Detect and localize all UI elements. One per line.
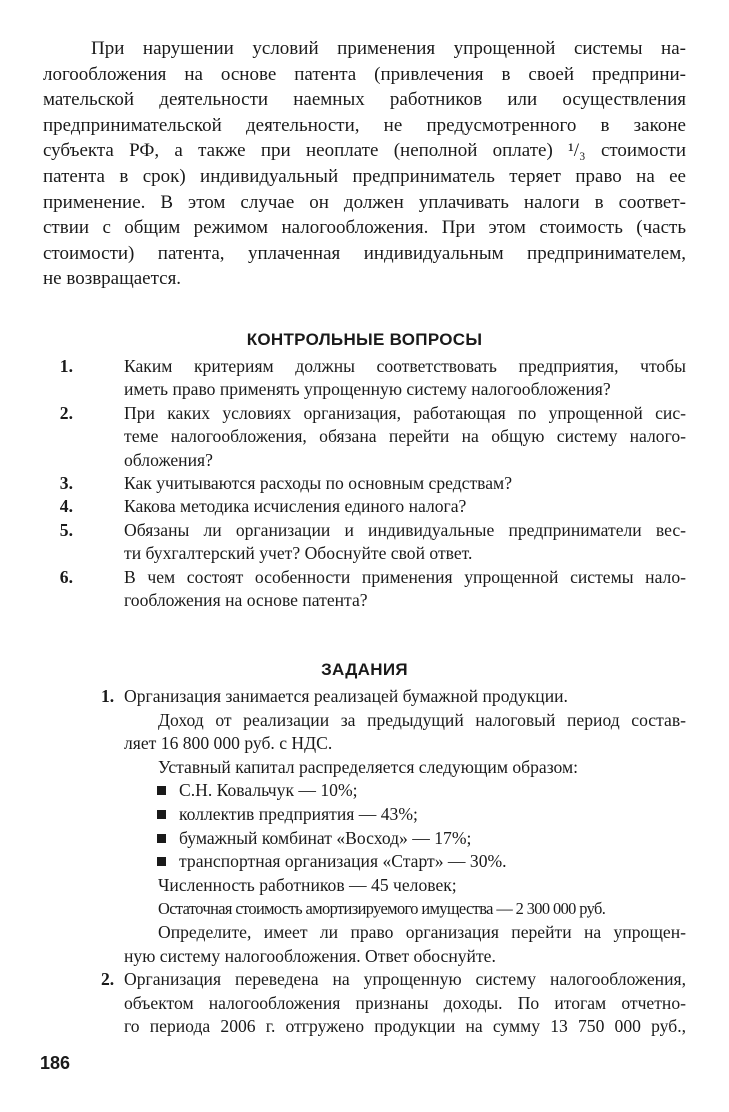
task-line: Уставный капитал распределяется следующим образом: (158, 756, 579, 777)
intro-line: мательской деятельности наемных работников или осуществления (43, 89, 686, 111)
question-line: иметь право применять упрощенную систему налогообложения? (124, 379, 611, 400)
intro-line: ствии с общим режимом налогообложения. При этом стоимость (часть (43, 217, 686, 239)
intro-line: При нарушении условий применения упрощенной системы на- (91, 38, 686, 59)
question-number: 3. (59, 473, 73, 494)
task-number: 1. (101, 686, 115, 706)
task-line: ную систему налогообложения. Ответ обоснуйте. (124, 945, 496, 966)
task-line: го периода 2006 г. отгружено продукции на сумму 13 750 000 руб., (124, 1016, 686, 1037)
question-line: Как учитываются расходы по основным средствам? (124, 473, 512, 494)
question-item (43, 355, 686, 402)
intro-line: не возвращается. (43, 268, 182, 290)
question-line: Каким критериям должны соответствовать предприятия, чтобы (124, 356, 686, 376)
questions-heading: КОНТРОЛЬНЫЕ ВОПРОСЫ (246, 330, 483, 349)
tasks-list (43, 685, 686, 1039)
task-item (43, 685, 686, 968)
bullet-item: С.Н. Ковальчук — 10%; (43, 779, 686, 803)
question-line: При каких условиях организация, работающая по упрощенной сис- (124, 402, 686, 423)
task-line: Организация занимается реализацей бумажной продукции. (124, 686, 568, 706)
bullet-square-icon (157, 857, 166, 866)
task-line: Доход от реализации за предыдущий налоговый период состав- (158, 709, 686, 730)
question-line: В чем состоят особенности применения упрощенной системы нало- (124, 566, 686, 587)
page-number: 186 (40, 1053, 71, 1073)
task-line: Организация переведена на упрощенную систему налогообложения, (124, 969, 686, 990)
task-line: ляет 16 800 000 руб. с НДС. (124, 733, 333, 754)
question-line: теме налогообложения, обязана перейти на общую систему налого- (124, 426, 686, 447)
task-number: 2. (101, 969, 115, 990)
bullet-item: коллектив предприятия — 43%; (43, 803, 686, 827)
intro-line: логообложения на основе патента (привлечения в своей предприни- (43, 63, 686, 85)
task-line: Численность работников — 45 человек; (158, 874, 457, 895)
task-item (43, 968, 686, 1039)
bullet-square-icon (157, 786, 166, 795)
question-line: Какова методика исчисления единого налога? (124, 496, 467, 517)
question-number: 6. (59, 566, 73, 587)
question-number: 5. (59, 519, 73, 540)
intro-line: применение. В этом случае он должен уплачивать налоги в соответ- (43, 191, 686, 213)
bullet-item: бумажный комбинат «Восход» — 17%; (43, 827, 686, 851)
question-item (43, 402, 686, 472)
question-item (43, 519, 686, 566)
intro-line: субъекта РФ, а также при неоплате (неполной оплате) ¹/₃ стоимости (43, 140, 686, 162)
question-line: Обязаны ли организации и индивидуальные предприниматели вес- (124, 519, 686, 540)
intro-paragraph (43, 36, 686, 292)
bullet-square-icon (157, 834, 166, 843)
question-line: ти бухгалтерский учет? Обоснуйте свой ответ. (124, 543, 473, 564)
task-line: объектом налогообложения признаны доходы. По итогам отчетно- (124, 992, 686, 1013)
task-line: Определите, имеет ли право организация перейти на упрощен- (158, 921, 686, 942)
question-line: обложения? (124, 449, 213, 470)
tasks-heading: ЗАДАНИЯ (321, 660, 408, 679)
question-number: 2. (59, 402, 73, 423)
intro-line: стоимости) патента, уплаченная индивидуальным предпринимателем, (43, 242, 686, 264)
intro-line: предпринимательской деятельности, не предусмотренного в законе (43, 114, 686, 136)
bullet-square-icon (157, 810, 166, 819)
question-number: 1. (59, 356, 73, 376)
question-item (43, 495, 686, 518)
questions-list (43, 355, 686, 612)
question-item (43, 566, 686, 613)
question-number: 4. (59, 496, 73, 517)
task-line: Остаточная стоимость амортизируемого имущества — 2 300 000 руб. (158, 899, 606, 919)
intro-line: патента в срок) индивидуальный предприниматель теряет право на ее (43, 165, 686, 187)
question-item (43, 472, 686, 495)
bullet-item: транспортная организация «Старт» — 30%. (43, 850, 686, 874)
question-line: гообложения на основе патента? (124, 590, 368, 611)
